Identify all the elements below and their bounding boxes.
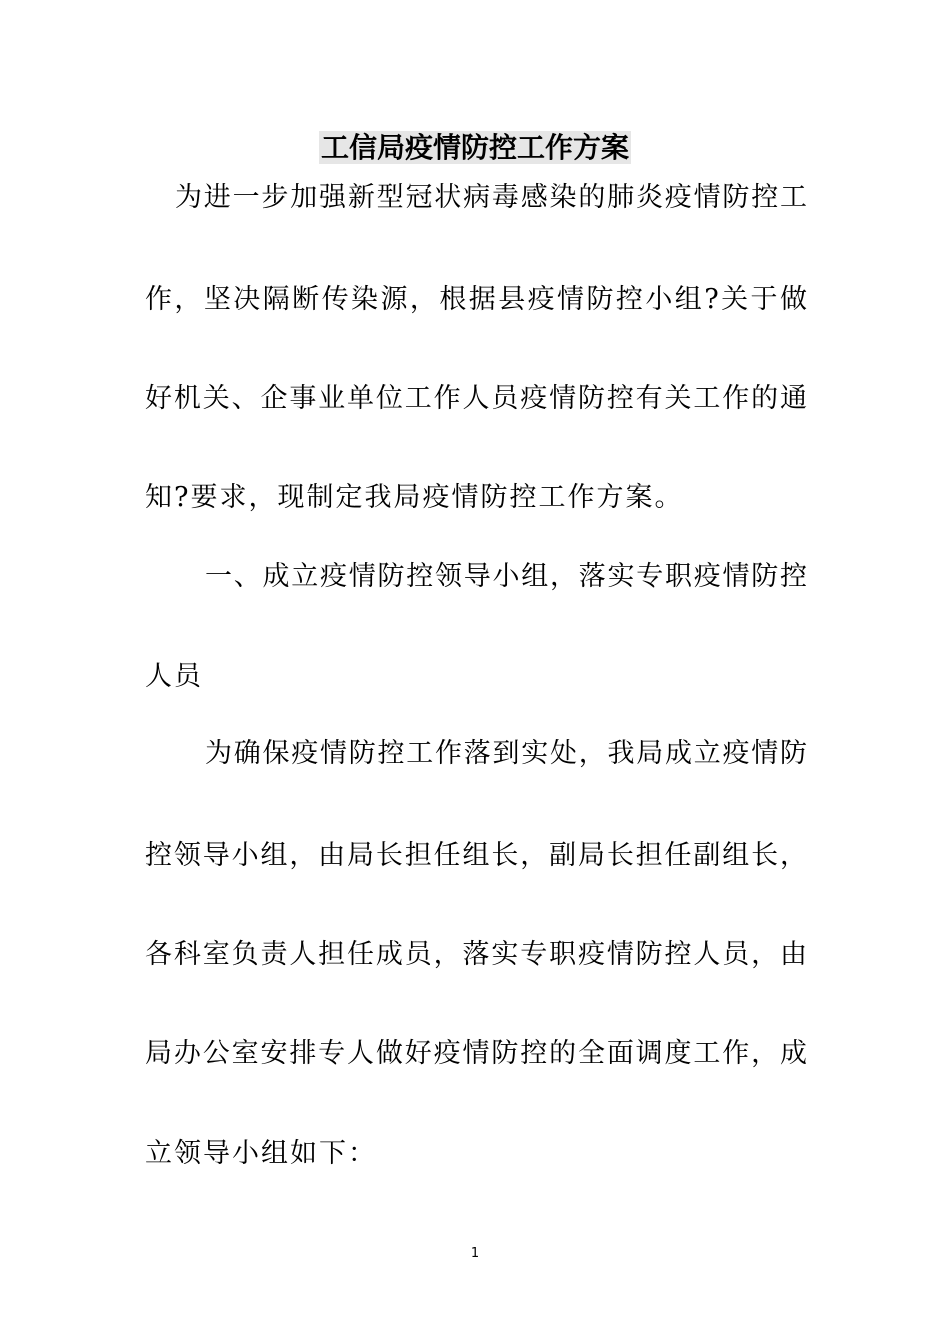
paragraph-line-4: 知?要求，现制定我局疫情防控工作方案。	[145, 482, 684, 513]
paragraph-line-2: 作，坚决隔断传染源，根据县疫情防控小组?关于做	[145, 284, 807, 315]
paragraph-line-1: 为进一步加强新型冠状病毒感染的肺炎疫情防控工	[175, 182, 807, 213]
document-title	[0, 128, 950, 168]
title-text: 工信局疫情防控工作方案	[320, 131, 629, 164]
paragraph-line-3: 好机关、企事业单位工作人员疫情防控有关工作的通	[145, 383, 807, 414]
paragraph-line-6: 控领导小组，由局长担任组长，副局长担任副组长，	[145, 840, 807, 871]
page-number: 1	[470, 1246, 480, 1261]
paragraph-line-8: 局办公室安排专人做好疫情防控的全面调度工作，成	[145, 1038, 807, 1069]
paragraph-line-7: 各科室负责人担任成员，落实专职疫情防控人员，由	[145, 939, 807, 970]
paragraph-line-5: 为确保疫情防控工作落到实处，我局成立疫情防	[205, 738, 807, 769]
section-heading-line-2: 人员	[145, 661, 203, 692]
paragraph-line-9: 立领导小组如下：	[145, 1138, 377, 1169]
section-heading-line-1: 一、成立疫情防控领导小组，落实专职疫情防控	[205, 561, 807, 592]
